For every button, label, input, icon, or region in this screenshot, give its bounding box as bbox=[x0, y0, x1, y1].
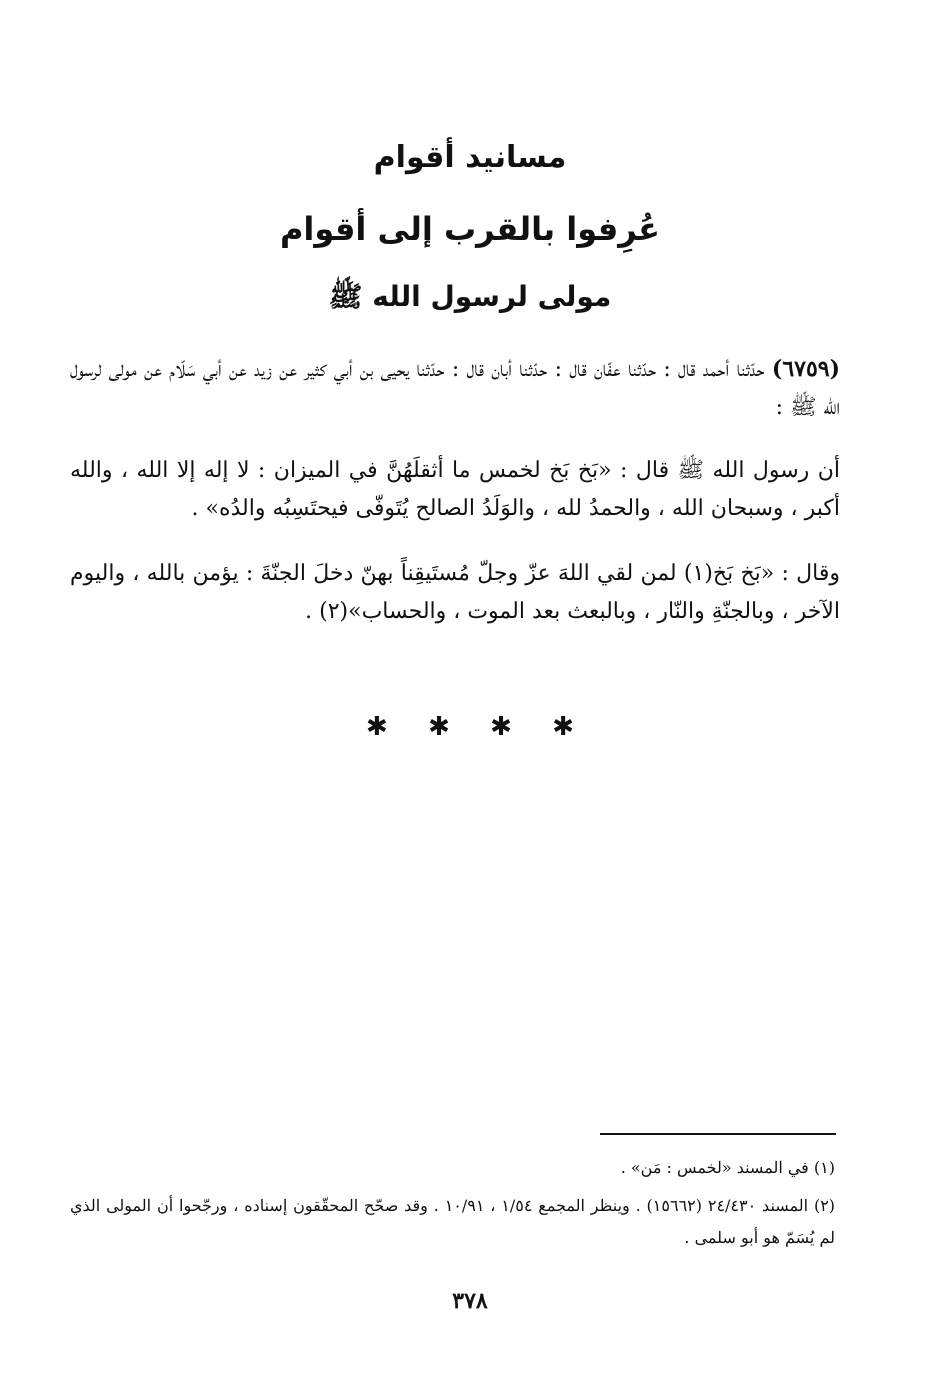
footnote-text: (٢) المسند ٢٤/٤٣٠ (١٥٦٦٢) . وينظر المجمع ١/٥٤ ، ١٠/٩١ . وقد صحّح المحقّقون إسناده ، ورجّحوا أن المولى الذي لم يُسَمّ هو أبو سلمى . bbox=[70, 1196, 836, 1247]
footnote-divider bbox=[600, 1133, 836, 1135]
subsection-heading: عُرِفوا بالقرب إلى أقوام bbox=[279, 210, 661, 248]
matn-paragraph-1 bbox=[70, 452, 840, 528]
isnad-text: حدّثنا أحمد قال : حدّثنا عفّان قال : حدّثنا أبان قال : حدّثنا يحيى بن أبي كثير عن زيد عن أبي سَلّام عن مولى لرسول الله ﷺ : bbox=[70, 357, 840, 420]
footnote-text: (١) في المسند «لخمس : مَن» . bbox=[620, 1158, 835, 1177]
asterisk-icon: ✱ bbox=[428, 712, 450, 742]
hadith-number: (٦٧٥٩) bbox=[771, 356, 840, 382]
footnote-2 bbox=[70, 1190, 835, 1254]
isnad-paragraph bbox=[70, 350, 840, 427]
footnote-1 bbox=[70, 1152, 835, 1184]
chapter-title: مولى لرسول الله ﷺ bbox=[328, 280, 612, 313]
matn-text-1: أن رسول الله ﷺ قال : «بَخ بَخ لخمس ما أثقلَهُنَّ في الميزان : لا إله إلا الله ، والله أكبر ، وسبحان الله ، والحمدُ لله ، والوَلَدُ الصالح يُتَوفّى فيحتَسِبُه والدُه» . bbox=[70, 458, 840, 521]
matn-text-2: وقال : «بَخ بَخ(١) لمن لقي اللهَ عزّ وجلّ مُستَيقِناً بهنّ دخلَ الجنّةَ : يؤمن بالله ، واليوم الآخر ، وبالجنّةِ والنّار ، وبالبعث بعد الموت ، والحساب»(٢) . bbox=[70, 561, 841, 624]
asterisk-icon: ✱ bbox=[490, 712, 512, 742]
section-separator bbox=[60, 712, 880, 742]
page-number: ٣٧٨ bbox=[452, 1288, 488, 1314]
section-heading: مسانيد أقوام bbox=[373, 140, 567, 175]
asterisk-icon: ✱ bbox=[552, 712, 574, 742]
matn-paragraph-2 bbox=[70, 555, 840, 631]
asterisk-icon: ✱ bbox=[366, 712, 388, 742]
